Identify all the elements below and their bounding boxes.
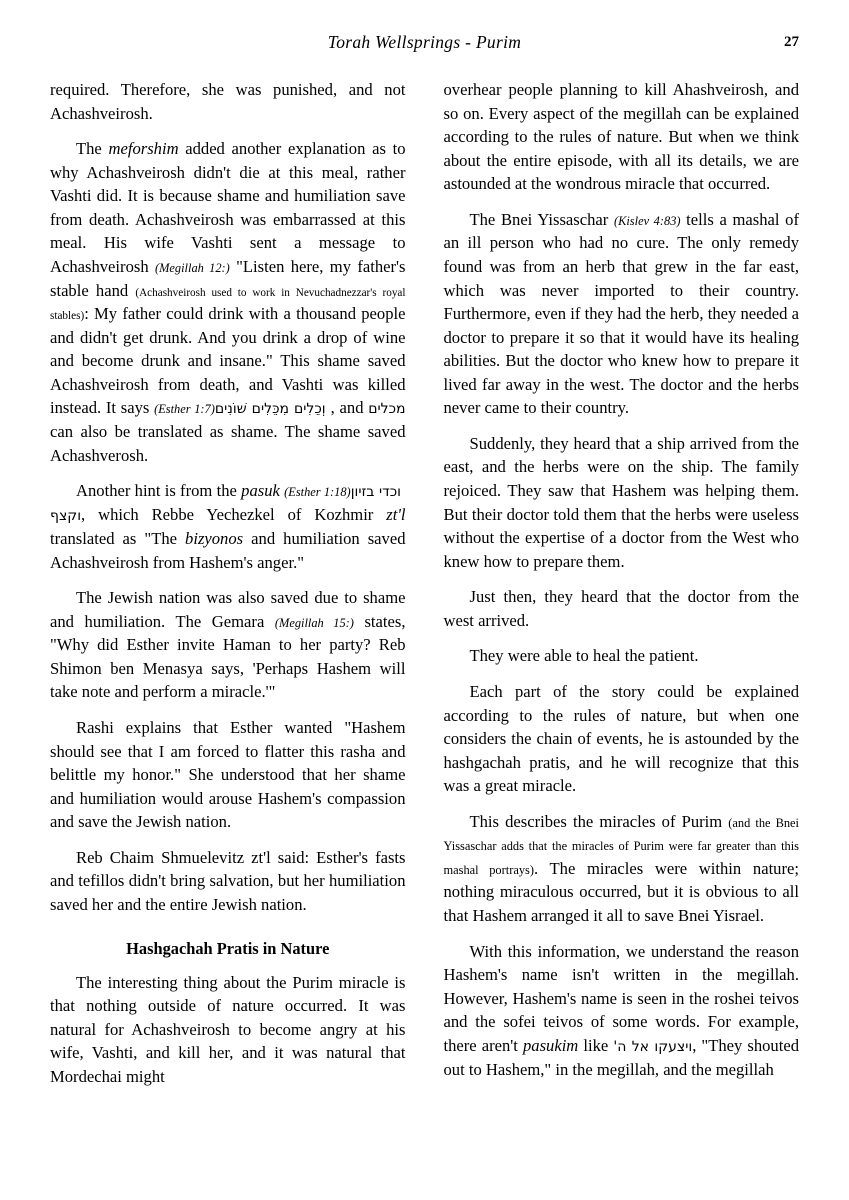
page-header (50, 30, 799, 60)
body-text: The (76, 139, 109, 159)
body-text: Rashi explains that Esther wanted "Hashem should see that I am forced to flatter this rasha and belittle my honor." She understood that her shame and humiliation would arouse Hashem's compassion and save the Jewish nation. (50, 718, 406, 832)
body-text: Just then, they heard that the doctor from the west arrived. (443, 587, 799, 630)
body-text: added another explanation as to why Achashveirosh didn't die at this meal, rather Vashti did. It is because shame and humiliation save from death. Achashveirosh was embarrassed at this meal. His wife Vashti sent a message to Achashveirosh (50, 139, 406, 276)
page-number: 27 (784, 34, 799, 50)
source-citation: (Megillah 15:) (274, 615, 354, 630)
body-text: , "They shouted out to Hashem," in the megillah, and the megillah (443, 1035, 799, 1079)
body-paragraph (444, 78, 800, 196)
emphasis-text: bizyonos (185, 529, 244, 549)
emphasis-text: pasuk (241, 481, 280, 501)
source-citation: (Esther 1:7) (154, 402, 215, 417)
body-text: , which Rebbe Yechezkel of Kozhmir (81, 505, 387, 525)
emphasis-text: zt'l (386, 505, 406, 525)
body-text: like (578, 1035, 614, 1055)
hebrew-text: וכדי בזיון וקצף (50, 484, 406, 525)
body-paragraph (444, 680, 800, 798)
body-text: Another hint is from the (76, 481, 242, 501)
body-text: Suddenly, they heard that a ship arrived from the east, and the herbs were on the ship. The family rejoiced. They saw that Hashem was helping them. But their doctor told them that the herbs were useless without the expertise of a doctor from the West who knew how to prepare them. (443, 433, 799, 571)
source-citation: (Kislev 4:83) (613, 213, 681, 228)
body-paragraph (50, 78, 406, 125)
body-text: can also be translated as shame. The shame saved Achashverosh. (50, 422, 406, 465)
body-text: The Jewish nation was also saved due to shame and humiliation. The Gemara (50, 588, 406, 631)
body-text: Each part of the story could be explained according to the rules of nature, but when one considers the chain of events, he is astounded by the hashgachah pratis, and he will recognize that this was a great miracle. (443, 681, 799, 796)
emphasis-text: pasukim (522, 1035, 579, 1055)
parenthetical-note: (and the Bnei Yissaschar adds that the miracles of Purim were far greater than this mashal portrays) (443, 815, 799, 877)
body-text: Reb Chaim Shmuelevitz zt'l said: Esther's fasts and tefillos didn't bring salvation, but her humiliation saved her and the entire Jewish nation. (50, 847, 406, 914)
source-citation: (Megillah 12:) (154, 260, 230, 275)
body-paragraph (444, 940, 800, 1082)
body-paragraph (444, 432, 800, 573)
body-paragraph (444, 208, 800, 420)
body-text: required. Therefore, she was punished, and not Achashveirosh. (50, 80, 406, 123)
body-paragraph (444, 810, 800, 928)
body-text: overhear people planning to kill Ahashveirosh, and so on. Every aspect of the megillah can be explained according to the rules of nature. But when we think about the entire episode, with all its details, we are astounded at the wondrous miracle that occurred. (443, 80, 799, 194)
right-column (444, 78, 800, 1093)
body-paragraph (444, 585, 800, 632)
body-text: They were able to heal the patient. (469, 646, 699, 666)
parenthetical-note: (Achashveirosh used to work in Nevuchadnezzar's royal stables) (50, 286, 406, 323)
body-text: The Bnei Yissaschar (469, 209, 614, 229)
body-paragraph (50, 971, 406, 1089)
hebrew-text: מכלים (368, 401, 406, 418)
body-paragraph (50, 716, 406, 834)
source-citation: (Esther 1:18) (284, 485, 351, 500)
body-text: : My father could drink with a thousand people and didn't get drunk. And you drink a drop of wine and become drunk and insane." This shame saved Achashveirosh from death, and Vashti was killed instead. It says (50, 304, 406, 418)
hebrew-text: ויצעקו אל ה' (613, 1038, 693, 1055)
body-text: , and (330, 398, 369, 418)
body-text: With this information, we understand the reason Hashem's name isn't written in the megillah. However, Hashem's name is seen in the roshei teivos and the sofei teivos of some words. For example, there aren't (443, 941, 799, 1055)
body-text: translated as "The (50, 529, 186, 549)
body-paragraph (444, 644, 800, 668)
section-heading: Hashgachah Pratis in Nature (126, 938, 330, 958)
body-text: The interesting thing about the Purim miracle is that nothing outside of nature occurred. It was natural for Achashveirosh to become angry at his wife, Vashti, and kill her, and it was natural that Mordechai might (50, 972, 406, 1086)
body-paragraph (50, 479, 406, 574)
emphasis-text: meforshim (108, 139, 179, 159)
body-paragraph (50, 586, 406, 704)
body-paragraph (50, 846, 406, 917)
body-text: and humiliation saved Achashveirosh from Hashem's anger." (50, 529, 406, 572)
two-column-body (50, 78, 799, 1100)
body-paragraph (50, 137, 406, 467)
running-title: Torah Wellsprings - Purim (327, 32, 522, 52)
left-column (50, 78, 406, 1100)
body-text: states, "Why did Esther invite Haman to her party? Reb Shimon ben Menasya says, 'Perhaps Hashem will take note and perform a miracle.'" (50, 611, 406, 702)
body-text: This describes the miracles of Purim (469, 811, 729, 831)
body-text: . The miracles were within nature; nothing miraculous occurred, but it is obvious to all that Hashem arranged it all to save Bnei Yisrael. (443, 858, 799, 925)
body-text: tells a mashal of an ill person who had no cure. The only remedy found was from an herb that grew in the far east, which was never imported to their country. Furthermore, even if they had the herb, they needed a doctor to prepare it so that it would have its healing abilities. But the doctor who knew how to prepare it lived far away in the west. The doctor and the herbs never came to their country. (443, 209, 799, 418)
body-text: "Listen here, my father's stable hand (50, 256, 406, 300)
hebrew-text: וְכֵלִים מִכֵּלִים שׁוֹנִים (214, 401, 331, 418)
